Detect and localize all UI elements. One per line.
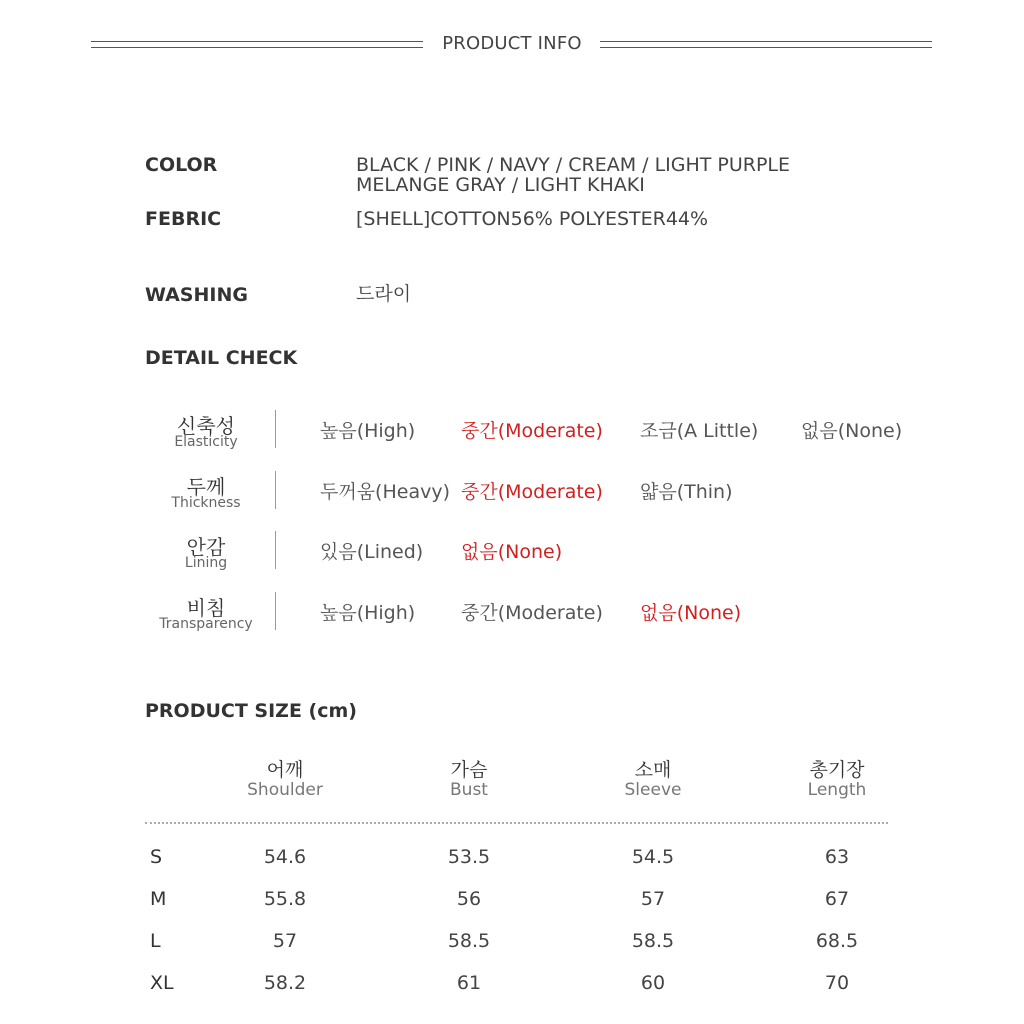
- detail-row-label-en: Lining: [184, 555, 228, 571]
- detail-row-separator: [275, 410, 276, 448]
- washing-value: 드라이: [356, 283, 412, 305]
- detail-row-label-en: Thickness: [171, 495, 241, 511]
- color-value-line-1: BLACK / PINK / NAVY / CREAM / LIGHT PURPLE: [356, 154, 791, 176]
- size-cell: 55.8: [263, 888, 307, 910]
- size-column-header-en: Length: [807, 780, 867, 800]
- size-cell: 57: [272, 930, 298, 952]
- size-column-header-en: Shoulder: [247, 780, 323, 800]
- size-cell: 54.5: [631, 846, 675, 868]
- size-cell: 58.5: [447, 930, 491, 952]
- size-column-header-ko: 소매: [634, 759, 672, 781]
- detail-option: 높음(High): [320, 420, 416, 442]
- detail-option: 없음(None): [801, 420, 903, 442]
- detail-option: 조금(A Little): [640, 420, 759, 442]
- size-cell: 60: [640, 972, 666, 994]
- size-cell: 63: [824, 846, 850, 868]
- detail-option: 중간(Moderate): [461, 602, 603, 624]
- detail-check-title: DETAIL CHECK: [145, 347, 298, 369]
- header-right-rule: [600, 41, 932, 48]
- size-row-label: S: [150, 846, 163, 868]
- size-cell: 54.6: [263, 846, 307, 868]
- size-cell: 61: [456, 972, 482, 994]
- detail-option: 높음(High): [320, 602, 416, 624]
- size-cell: 68.5: [815, 930, 859, 952]
- detail-row: [0, 410, 1024, 470]
- detail-option-selected: 없음(None): [640, 602, 742, 624]
- detail-row-separator: [275, 531, 276, 569]
- detail-row-label-ko: 신축성: [177, 414, 235, 438]
- size-column-header-ko: 가슴: [450, 759, 488, 781]
- size-column-header-en: Sleeve: [624, 780, 682, 800]
- size-row-label: M: [150, 888, 167, 910]
- detail-option-selected: 중간(Moderate): [461, 481, 603, 503]
- detail-row: [0, 531, 1024, 591]
- detail-row-label-en: Elasticity: [174, 434, 238, 450]
- size-cell: 70: [824, 972, 850, 994]
- detail-option: 얇음(Thin): [640, 481, 733, 503]
- detail-option: 있음(Lined): [320, 541, 424, 563]
- detail-row-label-ko: 비침: [186, 596, 226, 620]
- size-cell: 56: [456, 888, 482, 910]
- size-row-label: XL: [150, 972, 174, 994]
- detail-row: [0, 592, 1024, 652]
- detail-option: 두꺼움(Heavy): [320, 481, 450, 503]
- fabric-label: FEBRIC: [145, 208, 222, 230]
- detail-row-label-ko: 두께: [186, 475, 226, 499]
- size-column-header-en: Bust: [450, 780, 488, 800]
- detail-row-separator: [275, 592, 276, 630]
- size-table-divider: [145, 822, 888, 824]
- size-cell: 67: [824, 888, 850, 910]
- size-cell: 57: [640, 888, 666, 910]
- size-row-label: L: [150, 930, 161, 952]
- detail-option-selected: 없음(None): [461, 541, 563, 563]
- detail-row-separator: [275, 471, 276, 509]
- color-value: [356, 155, 790, 195]
- size-cell: 58.2: [263, 972, 307, 994]
- color-label: COLOR: [145, 154, 218, 176]
- fabric-value: [SHELL]COTTON56% POLYESTER44%: [356, 208, 709, 230]
- detail-row-label-en: Transparency: [159, 616, 253, 632]
- size-cell: 58.5: [631, 930, 675, 952]
- size-column-header-ko: 총기장: [809, 759, 865, 781]
- color-value-line-2: MELANGE GRAY / LIGHT KHAKI: [356, 174, 645, 196]
- page-title: PRODUCT INFO: [442, 33, 582, 54]
- product-size-title: PRODUCT SIZE (cm): [145, 700, 357, 722]
- size-cell: 53.5: [447, 846, 491, 868]
- size-column-header-ko: 어깨: [266, 759, 304, 781]
- washing-label: WASHING: [145, 284, 248, 306]
- detail-row: [0, 471, 1024, 531]
- detail-row-label-ko: 안감: [186, 535, 226, 559]
- detail-option-selected: 중간(Moderate): [461, 420, 603, 442]
